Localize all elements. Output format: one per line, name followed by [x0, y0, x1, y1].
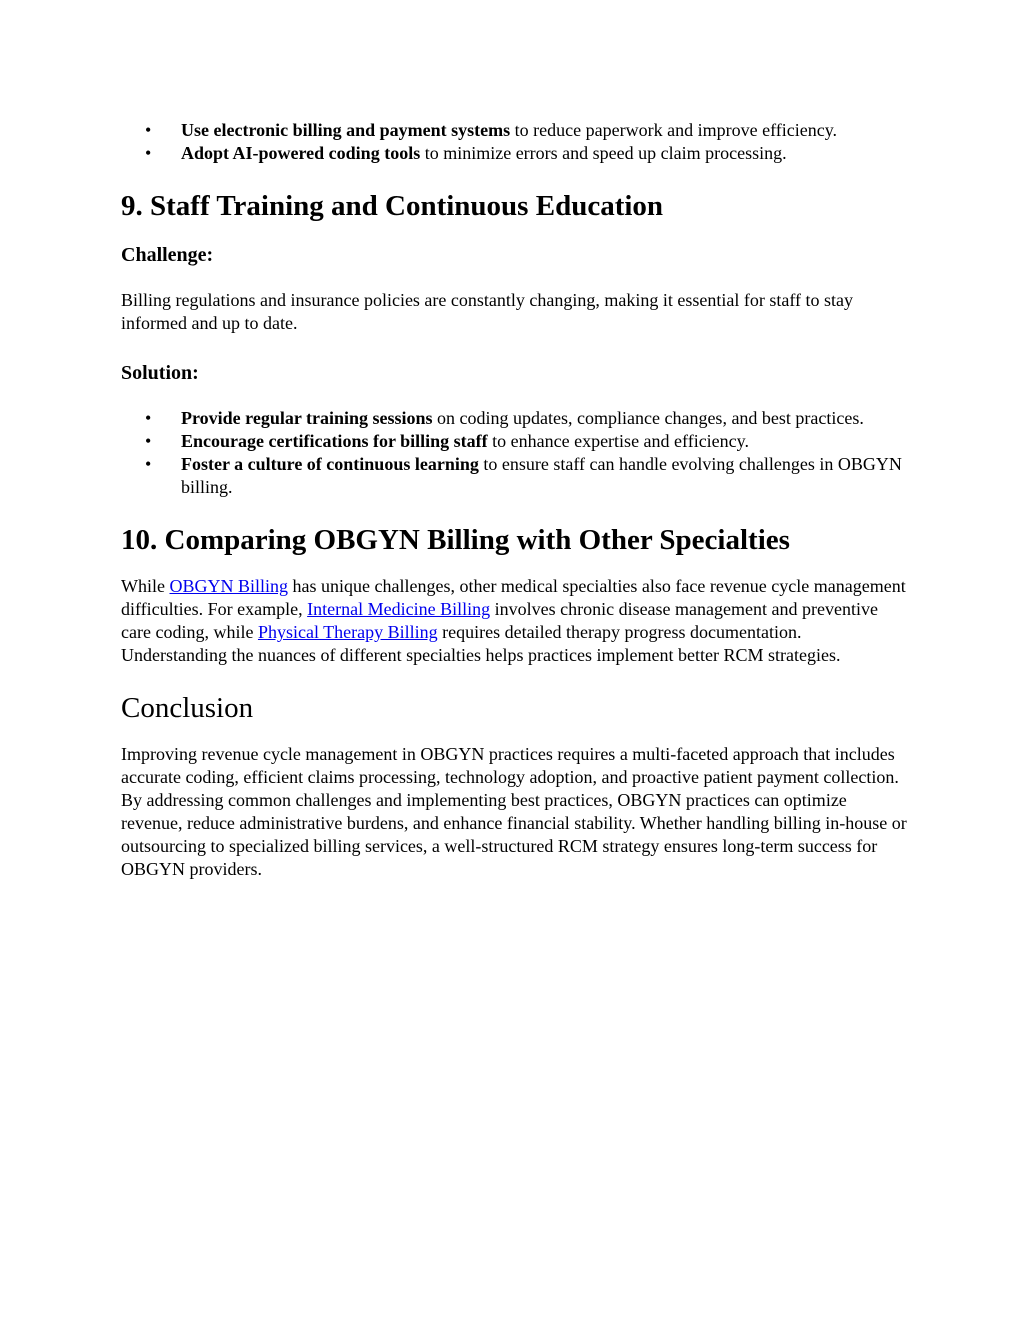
list-item	[121, 119, 911, 142]
internal-medicine-billing-link[interactable]: Internal Medicine Billing	[307, 599, 491, 619]
list-item	[121, 453, 911, 499]
bullet-bold-text: Provide regular training sessions	[181, 408, 433, 428]
solution-label: Solution:	[121, 362, 199, 384]
bullet-bold-text: Foster a culture of continuous learning	[181, 454, 479, 474]
paragraph-text: While	[121, 576, 170, 596]
paragraph-text: has unique challenges, other medical specialties also face revenue cycle management difficulties. For example,	[121, 576, 906, 619]
bullet-bold-text: Use electronic billing and payment systems	[181, 120, 511, 140]
bullet-text: to ensure staff can handle evolving challenges in OBGYN billing.	[181, 454, 902, 497]
bullet-icon: •	[145, 143, 152, 163]
challenge-paragraph: Billing regulations and insurance policies are constantly changing, making it essential for staff to stay informed and up to date.	[121, 290, 853, 333]
bullet-text: on coding updates, compliance changes, and best practices.	[432, 408, 864, 428]
list-item	[121, 407, 911, 430]
obgyn-billing-link[interactable]: OBGYN Billing	[169, 576, 288, 596]
bullet-text: to enhance expertise and efficiency.	[487, 431, 749, 451]
bullet-bold-text: Encourage certifications for billing staff	[181, 431, 488, 451]
bullet-icon: •	[145, 120, 152, 140]
solution-bullet-list	[121, 407, 911, 499]
section-9-heading: 9. Staff Training and Continuous Education	[121, 190, 664, 222]
bullet-icon: •	[145, 408, 152, 428]
bullet-icon: •	[145, 431, 152, 451]
conclusion-paragraph: Improving revenue cycle management in OBGYN practices requires a multi-faceted approach that includes accurate coding, efficient claims processing, technology adoption, and proactive patient payment collection. By addressing common challenges and implementing best practices, OBGYN practices can optimize revenue, reduce administrative burdens, and enhance financial stability. Whether handling billing in-house or outsourcing to specialized billing services, a well-structured RCM strategy ensures long-term success for OBGYN providers.	[121, 744, 907, 879]
bullet-text: to minimize errors and speed up claim processing.	[420, 143, 787, 163]
paragraph-text: involves chronic disease management and preventive care coding, while	[121, 599, 878, 642]
list-item	[121, 430, 911, 453]
list-item	[121, 142, 911, 165]
conclusion-heading: Conclusion	[121, 692, 254, 724]
paragraph-text: requires detailed therapy progress documentation. Understanding the nuances of different specialties helps practices implement better RCM strategies.	[121, 622, 841, 665]
bullet-bold-text: Adopt AI-powered coding tools	[181, 143, 421, 163]
physical-therapy-billing-link[interactable]: Physical Therapy Billing	[257, 622, 438, 642]
bullet-text: to reduce paperwork and improve efficiency.	[510, 120, 838, 140]
challenge-label: Challenge:	[121, 244, 214, 266]
section-10-heading: 10. Comparing OBGYN Billing with Other Specialties	[121, 524, 790, 556]
intro-bullet-list	[121, 119, 911, 165]
bullet-icon: •	[145, 454, 152, 474]
document-page	[121, 119, 911, 881]
comparison-paragraph	[121, 575, 911, 667]
